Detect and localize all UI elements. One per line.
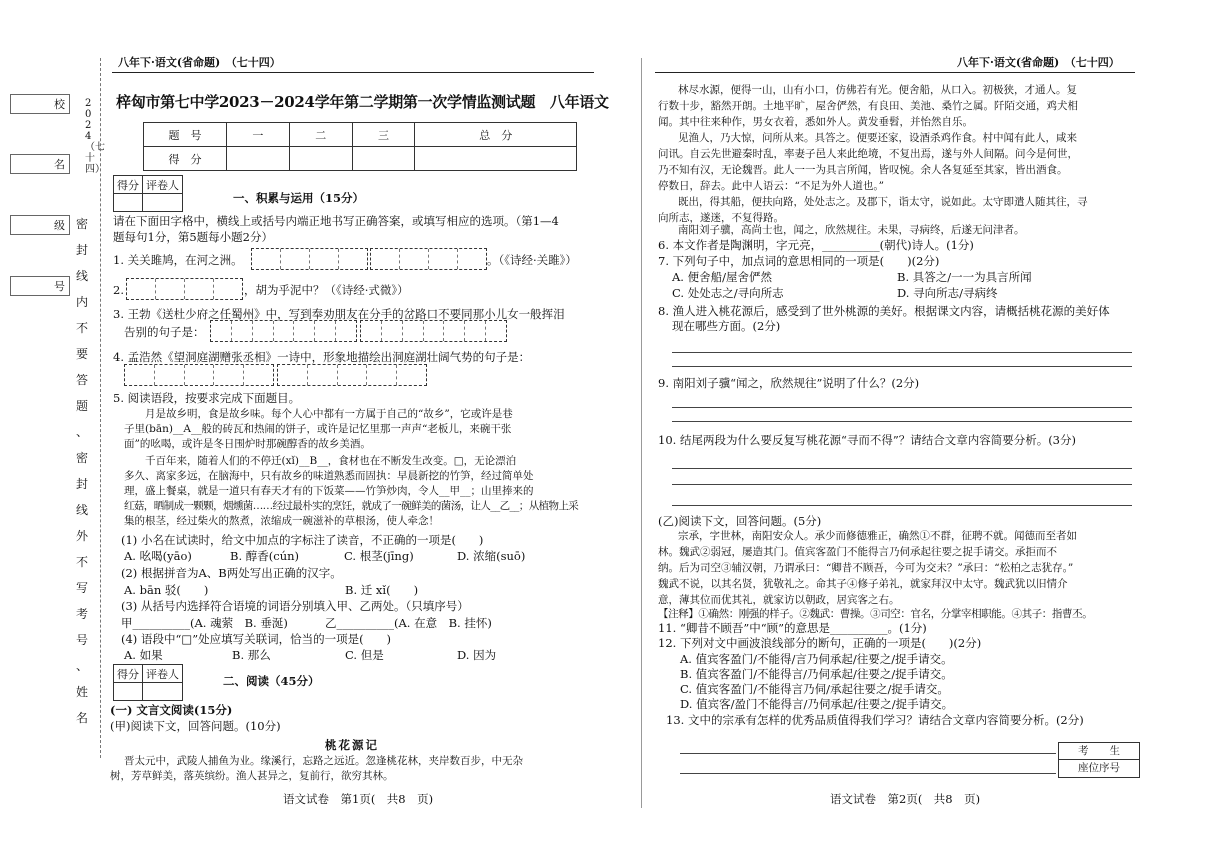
q5-3-text: (3) 从括号内选择符合语境的词语分别填入甲、乙两处。（只填序号） (121, 599, 469, 613)
score-cell[interactable] (352, 147, 415, 171)
header-rule-right (655, 72, 1135, 73)
passage-b-instruction: (乙)阅读下文，回答问题。(5分) (658, 514, 822, 528)
q12-option-a[interactable]: A. 值宾客盈门/不能得/言乃伺承起/往要之/捉手请交。 (680, 652, 953, 666)
q7-option-a[interactable]: A. 便舍船/屋舍俨然 (672, 270, 772, 284)
grader-box-2 (113, 664, 183, 701)
section-2-heading: 二、阅读（45分） (223, 674, 320, 688)
essay-continued-9: 向所志，遂迷，不复得路。 (658, 212, 784, 224)
q5-4-option-a[interactable]: A. 如果 (124, 648, 163, 662)
q2-answer-grid[interactable] (126, 278, 243, 300)
q5-1-option-d[interactable]: D. 浓缩(suō) (457, 549, 526, 563)
q1-source: 。（《诗经·关雎》） (487, 253, 577, 267)
q5-3-answer-a[interactable]: 甲__________(A. 魂萦 B. 垂涎) (121, 616, 288, 630)
seal-char: 线 (75, 269, 88, 283)
score-cell[interactable] (227, 147, 290, 171)
page-fold (641, 58, 642, 808)
q5-4-text: (4) 语段中“□”处应填写关联词，恰当的一项是( ) (121, 632, 392, 646)
seat-number-label-2: 座位序号 (1078, 762, 1120, 774)
passage-1-line-1: 月是故乡明，食是故乡味。每个人心中都有一方属于自己的“故乡”，它或许是巷 (145, 408, 513, 420)
passage-b-notes: 【注释】①确然：刚强的样子。②魏武：曹操。③司空：官名，分掌宰相职能。④其子：指曹丕。 (658, 608, 1093, 620)
essay-continued-10: 南阳刘子骥，高尚士也，闻之，欣然规往。未果，寻病终，后遂无问津者。 (678, 224, 1025, 236)
exam-title: 梓匈市第七中学2023－2024学年第二学期第一次学情监测试题 八年语文 (116, 93, 609, 111)
q3-answer-grid-a[interactable] (210, 320, 357, 342)
side-label-school: 校 (10, 94, 70, 114)
header-right: 八年下·语文(省命题) （七十四） (957, 56, 1120, 69)
q7-text: 7. 下列句子中，加点词的意思相同的一项是( )(2分) (658, 254, 940, 268)
essay-continued-5: 问讯。自云先世避秦时乱，率妻子邑人来此绝境，不复出焉，遂与外人间隔。问今是何世， (658, 148, 1078, 160)
q10-answer-line-3[interactable] (672, 505, 1132, 506)
q8-answer-line-2[interactable] (672, 366, 1132, 367)
seal-char: 要 (75, 347, 88, 361)
q12-option-c[interactable]: C. 值宾客盈门/不能得言乃伺/承起往要之/捉手请交。 (680, 682, 949, 696)
score-header: 总 分 (415, 123, 577, 147)
q7-option-c[interactable]: C. 处处志之/寻向所志 (672, 286, 784, 300)
seal-char: 不 (75, 321, 88, 335)
subsection-1-heading: (一) 文言文阅读(15分) (110, 703, 233, 717)
score-cell[interactable] (289, 147, 352, 171)
q5-2-answer-b[interactable]: B. 迁 xǐ( ) (345, 583, 419, 597)
q8-answer-line-1[interactable] (672, 352, 1132, 353)
side-label-class: 级 (10, 215, 70, 235)
score-row-label: 得 分 (144, 147, 227, 171)
score-cell[interactable] (415, 147, 577, 171)
q11-text: 11. “卿昔不顾吾”中“顾”的意思是__________。(1分) (658, 621, 927, 635)
seal-char: 线 (75, 503, 88, 517)
q5-2-answer-a[interactable]: A. bān 驳( ) (124, 583, 209, 597)
q5-1-option-c[interactable]: C. 根茎(jīng) (344, 549, 414, 563)
essay-continued-2: 行数十步，豁然开朗。土地平旷，屋舍俨然，有良田、美池、桑竹之属。阡陌交通，鸡犬相 (658, 100, 1078, 112)
seal-char: 、 (75, 425, 88, 439)
q12-option-b[interactable]: B. 值宾客盈门/不能得言/乃伺承起/往要之/捉手请交。 (680, 667, 953, 681)
passage-b-line-4: 魏武不说，以其名贤，犹敬礼之。命其子④修子弟礼，就家拜汉中太守。魏武犹以旧情介 (658, 578, 1068, 590)
footer-right: 语文试卷 第2页( 共8 页) (830, 792, 981, 806)
seal-char: 内 (75, 295, 88, 309)
essay-continued-1: 林尽水源，便得一山，山有小口，仿佛若有光。便舍船，从口入。初极狭，才通人。复 (678, 84, 1077, 96)
seal-char: 密 (75, 217, 88, 231)
passage-2-line-4: 红菇，晒制成一颗颗，烟燻菌……经过最朴实的烹饪，就成了一碗鲜美的菌汤，让人__乙__；从植物上采 (124, 500, 579, 512)
q1-answer-grid-a[interactable] (251, 248, 368, 270)
essay-continued-4: 见渔人，乃大惊，问所从来。具答之。便要还家，设酒杀鸡作食。村中闻有此人，咸来 (678, 132, 1077, 144)
score-header: 三 (352, 123, 415, 147)
grader-name-cell[interactable] (143, 194, 183, 212)
q5-1-text: (1) 小名在试读时，给文中加点的字标注了读音，不正确的一项是( ) (121, 533, 484, 547)
q4-answer-grid-b[interactable] (277, 364, 427, 386)
header-rule-left (112, 72, 594, 73)
seal-char: 题 (75, 399, 88, 413)
side-year: 2024（七十四） (85, 98, 105, 175)
q10-answer-line-2[interactable] (672, 484, 1132, 485)
essay-continued-8: 既出，得其船，便扶向路，处处志之。及郡下，诣太守，说如此。太守即遣人随其往，寻 (678, 196, 1088, 208)
score-header: 一 (227, 123, 290, 147)
footer-left: 语文试卷 第1页( 共8 页) (283, 792, 434, 806)
seal-char: 封 (75, 243, 88, 257)
grader-name-label: 评卷人 (143, 665, 183, 683)
score-header: 二 (289, 123, 352, 147)
q13-answer-line-1[interactable] (680, 753, 1056, 754)
seat-number-label-1: 考 生 (1059, 743, 1139, 760)
q6-text: 6. 本文作者是陶渊明，字元亮，__________(朝代)诗人。(1分) (658, 238, 974, 252)
essay-line-2: 树，芳草鲜美，落英缤纷。渔人甚异之，复前行，欲穷其林。 (110, 770, 394, 782)
q12-text: 12. 下列对文中画波浪线部分的断句，正确的一项是( )(2分) (658, 636, 982, 650)
seal-char: 姓 (75, 685, 88, 699)
seal-char: 不 (75, 555, 88, 569)
q5-4-option-b[interactable]: B. 那么 (232, 648, 271, 662)
q10-text: 10. 结尾两段为什么要反复写桃花源“寻而不得”？请结合文章内容简要分析。(3分) (658, 433, 1076, 447)
q5-4-option-c[interactable]: C. 但是 (345, 648, 384, 662)
seal-char: 密 (75, 451, 88, 465)
grader-score-label: 得分 (114, 665, 143, 683)
q1-text: 1. 关关雎鸠，在河之洲。 (113, 253, 243, 267)
passage-1-line-2: 子里(bān)__A__般的砖瓦和热闹的饼子，或许是记忆里那一声声“老板儿，来碗干张 (124, 423, 512, 435)
grader-score-cell[interactable] (114, 683, 143, 701)
q8-text-2: 现在哪些方面。(2分) (672, 319, 781, 333)
q5-4-option-d[interactable]: D. 因为 (457, 648, 497, 662)
seal-char: 考 (75, 607, 88, 621)
q12-option-d[interactable]: D. 值宾客/盈门不能得言/乃伺承起/往要之/捉手请交。 (680, 697, 954, 711)
q9-answer-line-1[interactable] (672, 407, 1132, 408)
grader-name-label: 评卷人 (143, 176, 183, 194)
section-1-intro-1: 请在下面田字格中，横线上或括号内端正地书写正确答案，或填写相应的选项。（第1—4 (113, 214, 559, 228)
side-label-name: 名 (10, 154, 70, 174)
grader-name-cell[interactable] (143, 683, 183, 701)
q5-1-option-a[interactable]: A. 吆喝(yāo) (124, 549, 192, 563)
q5-text: 5. 阅读语段，按要求完成下面题目。 (113, 391, 301, 405)
grader-box-1 (113, 175, 183, 212)
q5-2-text: (2) 根据拼音为A、B两处写出正确的汉字。 (121, 566, 342, 580)
seal-char: 写 (75, 581, 88, 595)
q5-1-option-b[interactable]: B. 醇香(cún) (230, 549, 299, 563)
q7-option-d[interactable]: D. 寻向所志/寻病终 (897, 286, 998, 300)
q4-answer-grid-a[interactable] (124, 364, 274, 386)
side-label-number: 号 (10, 276, 70, 296)
passage-b-line-2: 林。魏武②弱冠，屡造其门。值宾客盈门不能得言乃伺承起往要之捉手请交。承拒而不 (658, 546, 1057, 558)
q3-text-1: 3. 王勃《送杜少府之任蜀州》中，写到奉劝朋友在分手的岔路口不要同那小儿女一般挥泪 (113, 307, 565, 321)
seal-char: 号 (75, 633, 88, 647)
passage-2-line-5: 集的根茎，经过柴火的熬煮，浓缩成一碗滋补的草根汤，使人牵念！ (124, 515, 439, 527)
essay-continued-6: 乃不知有汉，无论魏晋。此人一一为具言所闻，皆叹惋。余人各复延至其家，皆出酒食。 (658, 164, 1068, 176)
seal-char: 答 (75, 373, 88, 387)
grader-score-cell[interactable] (114, 194, 143, 212)
q1-answer-grid-b[interactable] (370, 248, 487, 270)
passage-b-line-3: 纳。后为司空③辅汉朝，乃谓承曰：“卿昔不顾吾，今可为交未？”承曰：“松柏之志犹存。” (658, 562, 1074, 574)
score-header: 题 号 (144, 123, 227, 147)
seal-char: 、 (75, 659, 88, 673)
q5-3-answer-b[interactable]: 乙__________(A. 在意 B. 挂怀) (325, 616, 492, 630)
q13-text: 13. 文中的宗承有怎样的优秀品质值得我们学习？请结合文章内容简要分析。(2分) (666, 713, 1084, 727)
q10-answer-line-1[interactable] (672, 468, 1132, 469)
seal-char: 名 (75, 711, 88, 725)
seal-char: 封 (75, 477, 88, 491)
essay-title: 桃花源记 (325, 738, 379, 752)
score-table (143, 122, 577, 171)
essay-continued-7: 停数日，辞去。此中人语云：“不足为外人道也。” (658, 180, 884, 192)
q7-option-b[interactable]: B. 具答之/一一为具言所闻 (897, 270, 1032, 284)
passage-2-line-1: 千百年来，随着人们的不停迁(xǐ)__B__，食材也在不断发生改变。□，无论漂泊 (145, 455, 517, 467)
section-1-heading: 一、积累与运用（15分） (233, 191, 365, 205)
q2-text: ，胡为乎泥中？（《诗经·式微》） (244, 283, 409, 297)
passage-b-line-5: 意，薄其位而优其礼，就家访以朝政，居宾客之右。 (658, 594, 900, 606)
q3-answer-grid-b[interactable] (360, 320, 507, 342)
grader-score-label: 得分 (114, 176, 143, 194)
binding-line (100, 58, 101, 758)
passage-a-instruction: (甲)阅读下文，回答问题。(10分) (110, 719, 281, 733)
q9-text: 9. 南阳刘子骥“闻之，欣然规往”说明了什么？(2分) (658, 376, 920, 390)
passage-b-line-1: 宗承，字世林，南阳安众人。承少而修德雅正，确然①不群，征聘不就。闻德而至者如 (678, 530, 1077, 542)
essay-continued-3: 闻。其中往来种作，男女衣着，悉如外人。黄发垂髫，并怡然自乐。 (658, 116, 973, 128)
q2-number: 2. (113, 283, 124, 297)
q8-text-1: 8. 渔人进入桃花源后，感受到了世外桃源的美好。根据课文内容，请概括桃花源的美好体 (658, 304, 1110, 318)
q13-answer-line-2[interactable] (680, 773, 1056, 774)
passage-2-line-3: 理，盛上餐桌，就是一道只有春天才有的下饭菜——竹笋炒肉，令人__甲__；山里捧来的 (124, 485, 534, 497)
header-left: 八年下·语文(省命题) （七十四） (118, 56, 281, 69)
seal-char: 外 (75, 529, 88, 543)
seat-number-box (1058, 742, 1140, 778)
q3-text-2: 告别的句子是： (124, 325, 205, 339)
passage-2-line-2: 多久、离家多远，在脑海中，只有故乡的味道熟悉而固执：早晨新挖的竹笋，经过简单处 (124, 470, 534, 482)
passage-1-line-3: 面”的吆喝，或许是冬日围炉时那碗醇香的故乡美酒。 (124, 438, 371, 450)
q9-answer-line-2[interactable] (672, 421, 1132, 422)
section-1-intro-2: 题每句1分，第5题每小题2分） (113, 230, 273, 244)
essay-line-1: 晋太元中，武陵人捕鱼为业。缘溪行，忘路之远近。忽逢桃花林，夹岸数百步，中无杂 (124, 755, 523, 767)
q4-text: 4. 孟浩然《望洞庭湖赠张丞相》一诗中，形象地描绘出洞庭湖壮阔气势的句子是： (113, 350, 531, 364)
